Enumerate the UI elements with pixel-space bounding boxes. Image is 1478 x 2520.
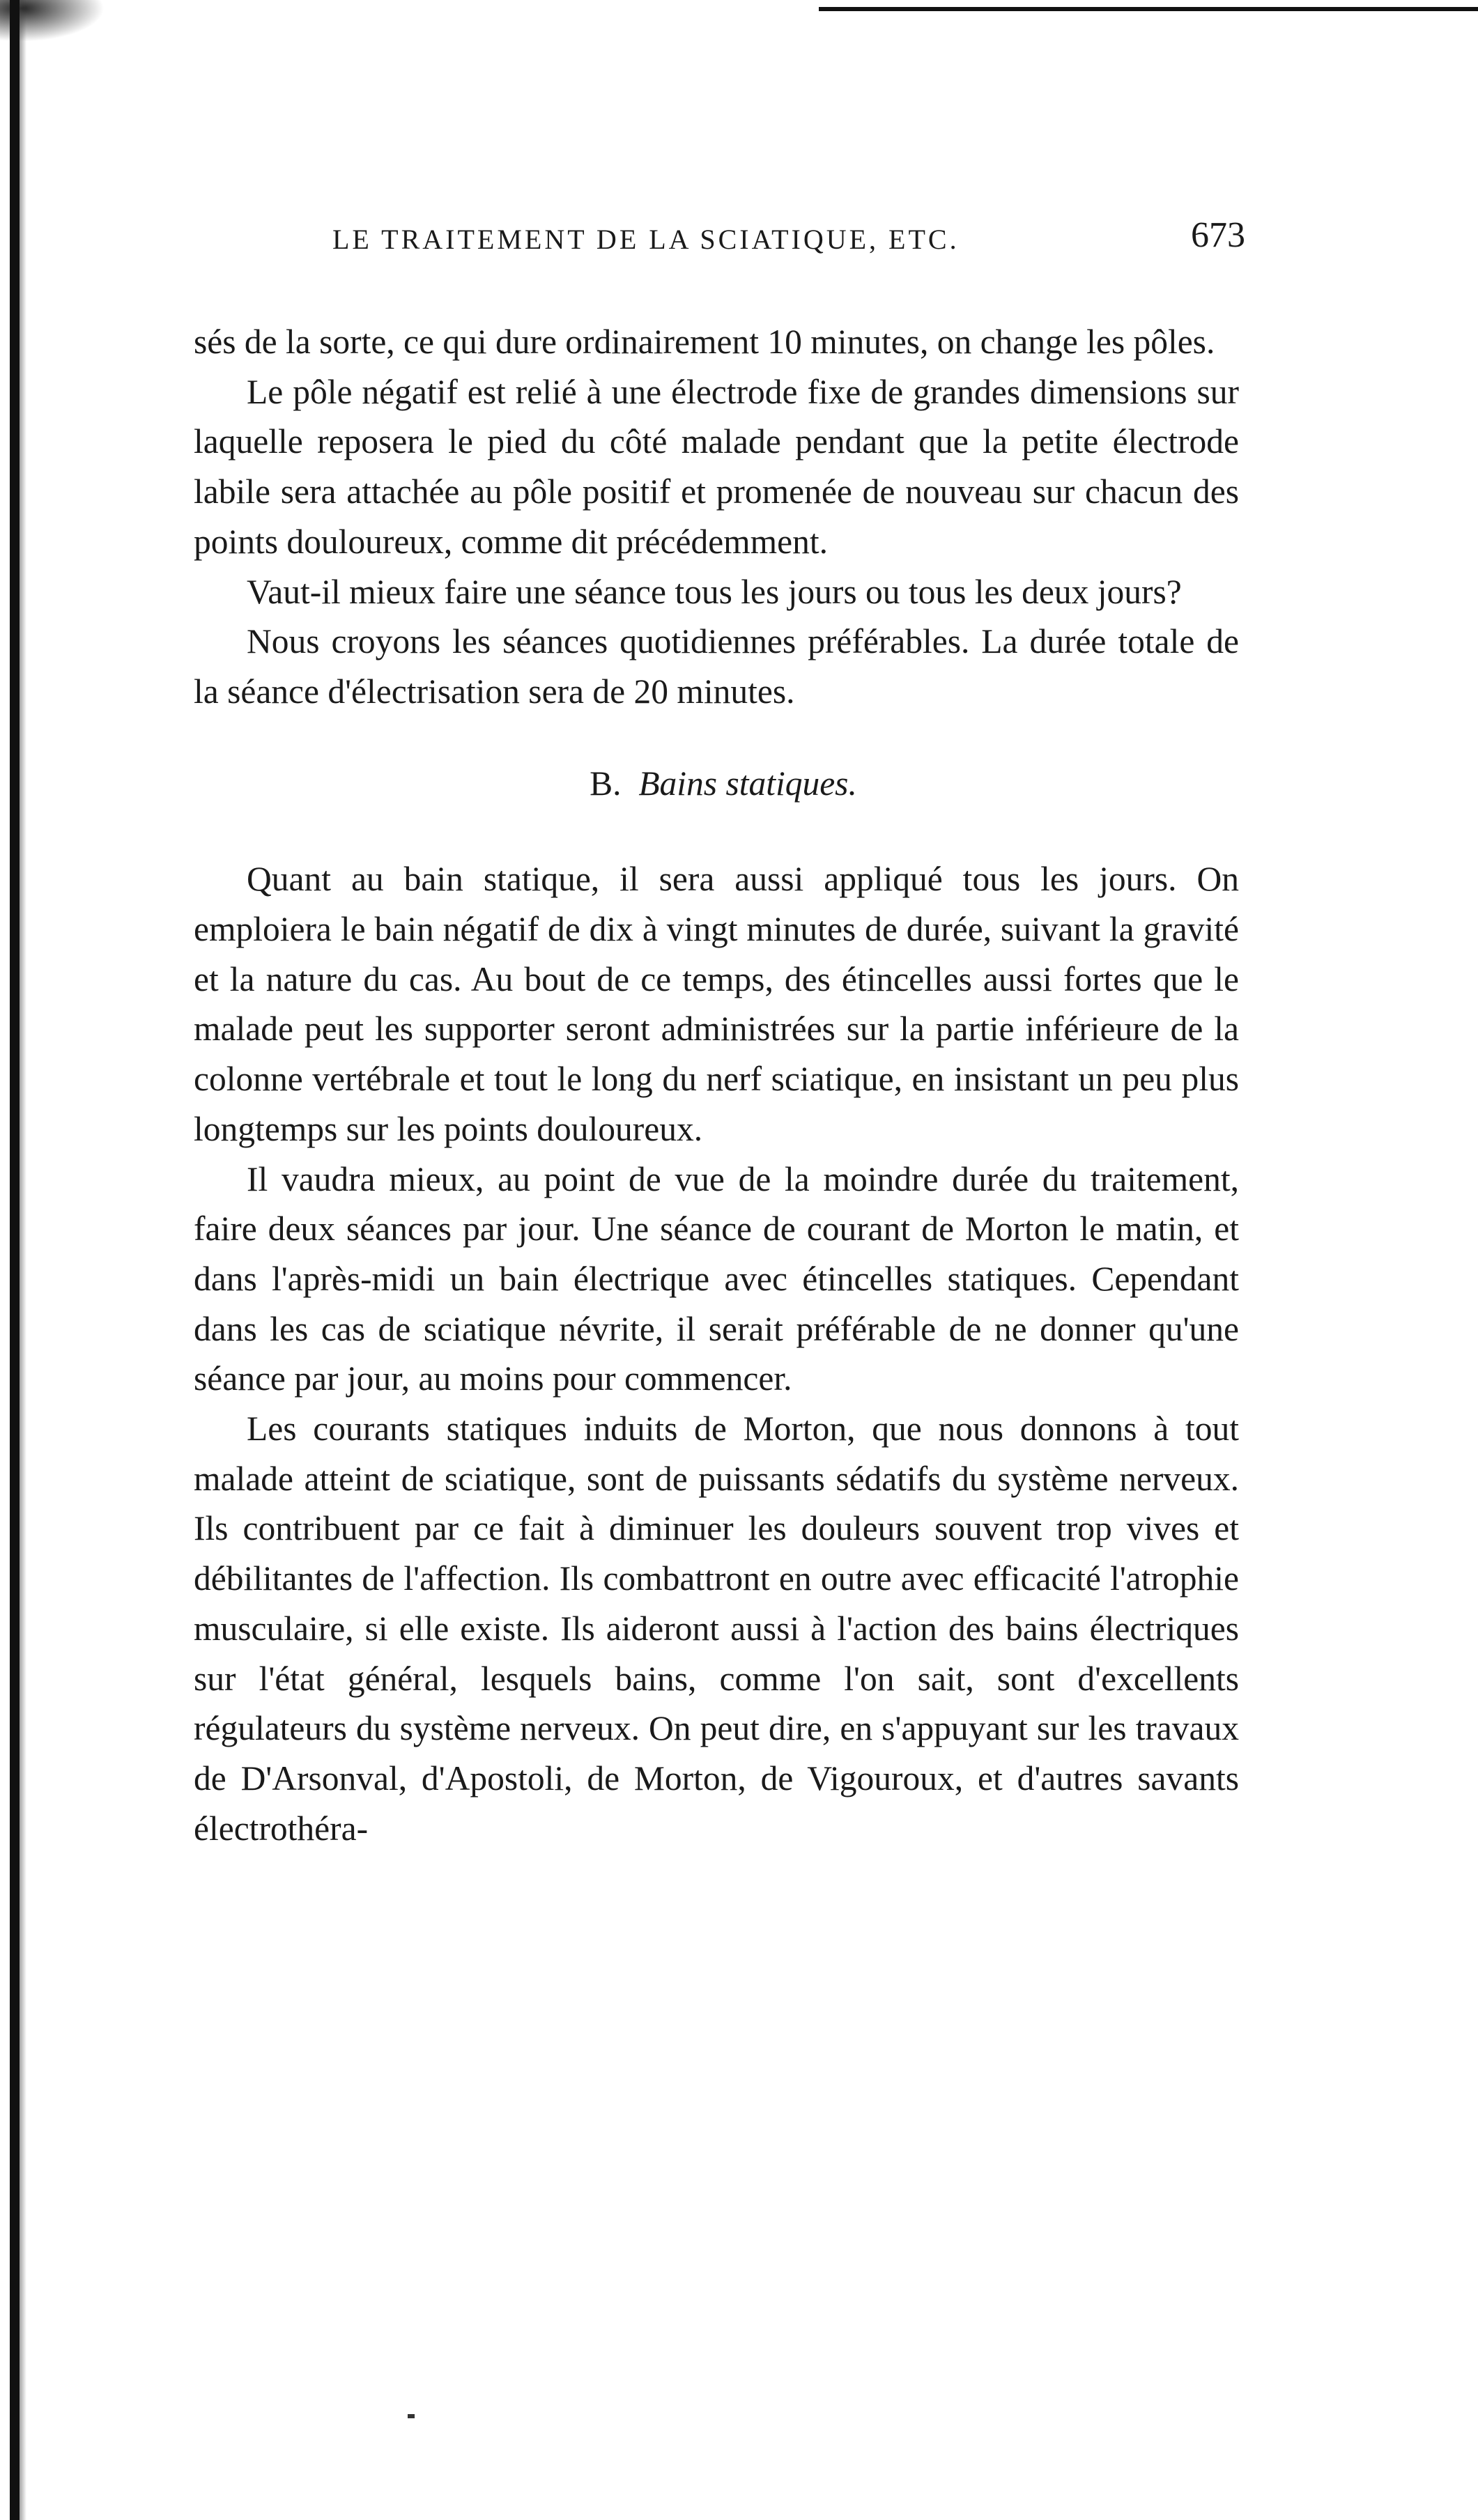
paragraph-7: Les courants statiques induits de Morton, que nous donnons à tout malade atteint de sciatique, sont de puissants sédatifs du système nerveux. Ils contribuent par ce fait à diminuer les douleurs souvent trop vives et débilitantes de l'affection. Ils combattront en outre avec efficacité l'atrophie musculaire, si elle existe. Ils aideront aussi à l'action des bains électriques sur l'état général, lesquels bains, comme l'on sait, sont d'excellents régulateurs du système nerveux. On peut dire, en s'appuyant sur les travaux de D'Arsonval, d'Apostoli, de Morton, de Vigouroux, et d'autres savants électrothéra- bbox=[194, 1409, 1239, 1848]
page-number: 673 bbox=[1191, 215, 1245, 255]
scan-top-rule bbox=[819, 7, 1478, 11]
paragraph-5: Quant au bain statique, il sera aussi appliqué tous les jours. On emploiera le bain négatif de dix à vingt minutes de durée, suivant la gravité et la nature du cas. Au bout de ce temps, des étincelles aussi fortes que le malade peut les supporter seront administrées sur la partie inférieure de la colonne vertébrale et tout le long du nerf sciatique, en insistant un peu plus longtemps sur les points douloureux. bbox=[194, 860, 1239, 1148]
scan-left-edge-shadow bbox=[20, 0, 26, 2520]
paragraph-3: Vaut-il mieux faire une séance tous les jours ou tous les deux jours? bbox=[247, 572, 1182, 611]
section-label: B. bbox=[590, 764, 622, 803]
paragraph-1: sés de la sorte, ce qui dure ordinairement 10 minutes, on change les pôles. bbox=[194, 323, 1215, 361]
scan-speck bbox=[408, 2414, 415, 2418]
section-title: Bains statiques. bbox=[638, 764, 857, 803]
scan-left-edge bbox=[10, 0, 20, 2520]
running-head: LE TRAITEMENT DE LA SCIATIQUE, ETC. bbox=[332, 224, 960, 255]
paragraph-2: Le pôle négatif est relié à une électrode fixe de grandes dimensions sur laquelle reposera le pied du côté malade pendant que la petite électrode labile sera attachée au pôle positif et promenée de nouveau sur chacun des points douloureux, comme dit précédemment. bbox=[194, 372, 1239, 561]
paragraph-4: Nous croyons les séances quotidiennes préférables. La durée totale de la séance d'électrisation sera de 20 minutes. bbox=[194, 622, 1239, 711]
section-heading bbox=[194, 759, 1239, 809]
page-header bbox=[332, 209, 1245, 265]
paragraph-6: Il vaudra mieux, au point de vue de la moindre durée du traitement, faire deux séances par jour. Une séance de courant de Morton le matin, et dans l'après-midi un bain électrique avec étincelles statiques. Cependant dans les cas de sciatique névrite, il serait préférable de ne donner qu'une séance par jour, au moins pour commencer. bbox=[194, 1159, 1239, 1398]
page-body bbox=[194, 317, 1239, 1853]
